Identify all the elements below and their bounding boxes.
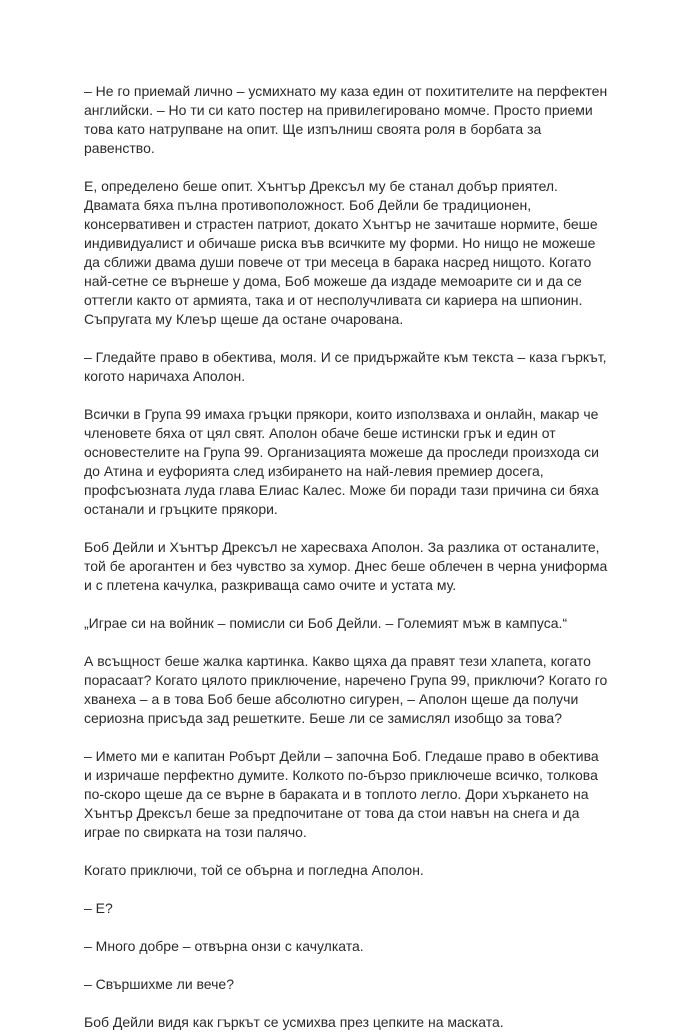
paragraph: – Гледайте право в обектива, моля. И се придържайте към текста – каза гъркът, когото наричаха Аполон. (84, 349, 607, 384)
paragraph: – Е? (84, 900, 113, 916)
paragraph: – Много добре – отвърна онзи с качулката. (84, 938, 364, 954)
paragraph: Боб Дейли видя как гъркът се усмихва през цепките на маската. (84, 1014, 504, 1030)
paragraph: Когато приключи, той се обърна и погледна Аполон. (84, 862, 424, 878)
paragraph: А всъщност беше жалка картинка. Какво щяха да правят тези хлапета, когато порасаат? Когато цялото приключение, наречено Група 99, приключи? Когато го хванеха – а в това Боб беше абсолютно сигурен, – Аполон щеше да получи сериозна присъда зад решетките. Беше ли се замислял изобщо за това? (84, 653, 608, 726)
paragraph: Е, определено беше опит. Хънтър Дрексъл му бе станал добър приятел. Двамата бяха пълна противоположност. Боб Дейли бе традиционен, консервативен и страстен патриот, докато Хънтър не зачиташе нормите, беше индивидуалист и обичаше риска във всичките му форми. Но нищо не можеше да сближи двама души повече от три месеца в барака насред нищото. Когато най-сетне се върнеше у дома, Боб можеше да издаде мемоарите си и да се оттегли както от армията, така и от несполучливата си кариера на шпионин. Съпругата му Клеър щеше да остане очарована. (84, 178, 598, 327)
paragraph: – Не го приемай лично – усмихнато му каза един от похитителите на перфектен английски. – Но ти си като постер на привилегировано момче. Просто приеми това като натрупване на опит. Ще изпълниш своята роля в борбата за равенство. (84, 83, 608, 156)
paragraph: – Името ми е капитан Робърт Дейли – започна Боб. Гледаше право в обектива и изричаше перфектно думите. Колкото по-бързо приключеше всичко, толкова по-скоро щеше да се върне в бараката и в топлото легло. Дори хъркането на Хънтър Дрексъл беше за предпочитане от това да стои навън на снега и да играе по свирката на този палячо. (84, 748, 599, 840)
paragraph: – Свършихме ли вече? (84, 976, 234, 992)
paragraph: „Играе си на войник – помисли си Боб Дейли. – Големият мъж в кампуса.“ (84, 615, 568, 631)
document-body (84, 82, 624, 1032)
paragraph: Боб Дейли и Хънтър Дрексъл не харесваха Аполон. За разлика от останалите, той бе арогантен и без чувство за хумор. Днес беше облечен в черна униформа и с плетена качулка, разкриваща само очите и устата му. (84, 539, 608, 593)
paragraph: Всички в Група 99 имаха гръцки прякори, които използваха и онлайн, макар че членовете бяха от цял свят. Аполон обаче беше истински грък и един от основестелите на Група 99. Организацията можеше да проследи произхода си до Атина и еуфорията след избирането на най-левия премиер досега, профсъюзната луда глава Елиас Калес. Може би поради тази причина си бяха останали и гръцките прякори. (84, 406, 599, 517)
